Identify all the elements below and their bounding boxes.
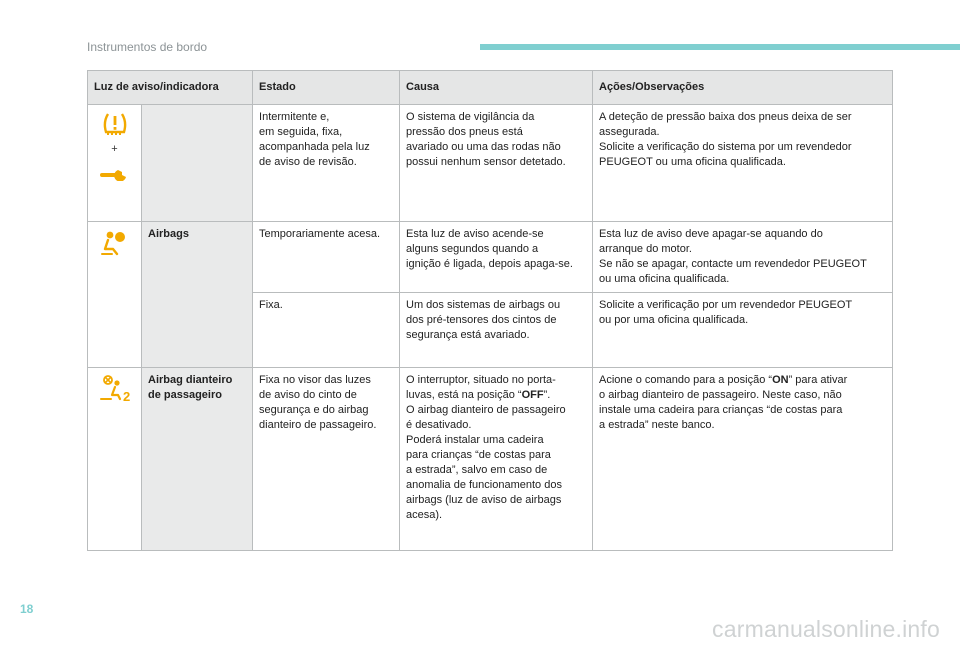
estado-cell: Temporariamente acesa. xyxy=(253,222,400,293)
svg-text:2: 2 xyxy=(122,389,130,403)
wrench-icon xyxy=(100,165,130,181)
header-accent-bar xyxy=(480,44,960,50)
watermark: carmanualsonline.info xyxy=(712,616,940,642)
name-cell-passenger-airbag: Airbag dianteiro de passageiro xyxy=(142,368,253,551)
acoes-cell: Solicite a verificação por um revendedor PEUGEOT ou por uma oficina qualificada. xyxy=(593,293,893,368)
causa-cell: Um dos sistemas de airbags ou dos pré-tensores dos cintos de segurança está avariado. xyxy=(400,293,593,368)
acoes-cell: A deteção de pressão baixa dos pneus deixa de ser assegurada. Solicite a verificação do sistema por um revendedor PEUGEOT ou uma oficina qualificada. xyxy=(593,105,893,222)
column-header-light: Luz de aviso/indicadora xyxy=(88,71,253,105)
icon-cell-tpms xyxy=(88,105,142,222)
causa-cell: Esta luz de aviso acende-se alguns segundos quando a ignição é ligada, depois apaga-se. xyxy=(400,222,593,293)
estado-cell: Intermitente e, em seguida, fixa, acompanhada pela luz de aviso de revisão. xyxy=(253,105,400,222)
estado-cell: Fixa. xyxy=(253,293,400,368)
passenger-airbag-off-icon xyxy=(98,373,132,403)
name-cell-tpms xyxy=(142,105,253,222)
table-row-tpms xyxy=(88,105,893,222)
column-header-estado: Estado xyxy=(253,71,400,105)
table-row-airbags-temporary xyxy=(88,222,893,293)
on-label: ON xyxy=(772,374,789,386)
section-title: Instrumentos de bordo xyxy=(87,40,208,54)
page-number: 18 xyxy=(20,602,34,616)
causa-text-pre: O interruptor, situado no porta- luvas, está na posição “ xyxy=(406,374,556,401)
icon-cell-passenger-airbag xyxy=(88,368,142,551)
causa-text-post: ”. O airbag dianteiro de passageiro é desativado. Poderá instalar uma cadeira para crianças “de costas para a estrada”, salvo em caso de anomalia de funcionamento dos airbags (luz de aviso de airbags acesa). xyxy=(406,389,566,521)
estado-cell: Fixa no visor das luzes de aviso do cinto de segurança e do airbag dianteiro de passageiro. xyxy=(253,368,400,551)
acoes-cell: Esta luz de aviso deve apagar-se aquando do arranque do motor. Se não se apagar, contacte um revendedor PEUGEOT ou uma oficina qualificada. xyxy=(593,222,893,293)
causa-cell: O sistema de vigilância da pressão dos pneus está avariado ou uma das rodas não possui nenhum sensor detetado. xyxy=(400,105,593,222)
column-header-causa: Causa xyxy=(400,71,593,105)
acoes-text-pre: Acione o comando para a posição “ xyxy=(599,374,773,386)
name-cell-airbags: Airbags xyxy=(142,222,253,368)
table-row-passenger-airbag xyxy=(88,368,893,551)
warning-lights-table xyxy=(87,70,893,551)
icon-cell-airbags xyxy=(88,222,142,368)
acoes-text-post: ” para ativar o airbag dianteiro de passageiro. Neste caso, não instale uma cadeira para crianças “de costas para a estrada” neste banco. xyxy=(599,374,848,431)
airbag-icon xyxy=(99,227,131,257)
causa-cell xyxy=(400,368,593,551)
table-header-row xyxy=(88,71,893,105)
tire-pressure-warning-icon xyxy=(100,110,130,138)
off-label: OFF xyxy=(521,389,544,401)
column-header-acoes: Ações/Observações xyxy=(593,71,893,105)
plus-sign: + xyxy=(111,143,118,155)
acoes-cell xyxy=(593,368,893,551)
